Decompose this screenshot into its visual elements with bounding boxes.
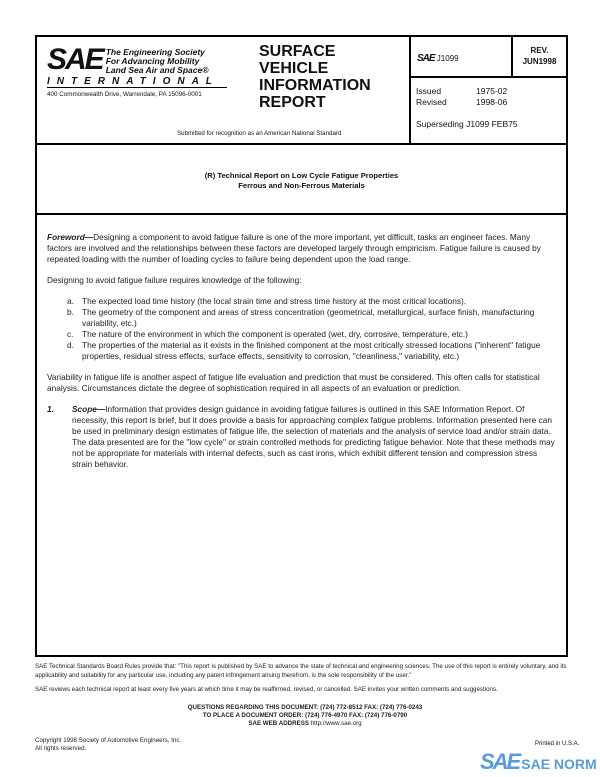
document-title — [37, 145, 566, 215]
superseding: Superseding J1099 FEB75 — [416, 119, 518, 129]
sae-mark: SAE — [417, 53, 435, 64]
subtitle-line: Ferrous and Non-Ferrous Materials — [238, 181, 365, 190]
footer — [35, 663, 575, 754]
doc-number: J1099 — [436, 54, 459, 63]
scope-section — [47, 404, 557, 470]
foreword-label: Foreword— — [47, 232, 94, 242]
report-type-line: SURFACE — [259, 43, 336, 60]
list-item — [67, 307, 557, 329]
list-item — [67, 340, 557, 362]
list-key: b. — [67, 307, 74, 317]
issued-label: Issued — [416, 86, 442, 96]
web-label: SAE WEB ADDRESS — [248, 719, 309, 727]
issued-date: 1975-02 — [476, 86, 508, 96]
sae-logo-mark: SAE — [47, 43, 103, 76]
list-text: The expected load time history (the local strain time and stress time history at the most critical locations). — [82, 296, 467, 306]
society-line: The Engineering Society — [105, 47, 205, 57]
rights: All rights reserved. — [35, 745, 87, 752]
revision-cell — [511, 37, 566, 78]
society-line: For Advancing Mobility — [105, 56, 200, 66]
sae-norm-watermark — [480, 750, 597, 777]
list-key: d. — [67, 340, 74, 350]
title-line: (R) Technical Report on Low Cycle Fatigue Properties — [204, 171, 399, 180]
doc-number-cell — [409, 37, 511, 78]
revised-date: 1998-06 — [476, 97, 508, 107]
watermark-text: SAE NORM — [521, 756, 597, 772]
report-type-line: REPORT — [259, 94, 326, 111]
rules-text: SAE Technical Standards Board Rules provide that: "This report is published by SAE to advance the state of technical and engineering sciences. The use of this report is entirely voluntary, and its applicability and suitability for any particular use, including any patent infringement arising therefrom, is the sole responsibility of the user." — [35, 663, 567, 679]
review-text: SAE reviews each technical report at least every five years at which time it may be reaffirmed, revised, or cancelled. SAE invites your written comments and suggestions. — [35, 686, 498, 693]
list-key: a. — [67, 296, 74, 306]
questions-line: QUESTIONS REGARDING THIS DOCUMENT: (724) 772-8512 FAX: (724) 776-0243 — [187, 703, 423, 711]
variability-text: Variability in fatigue life is another aspect of fatigue life evaluation and prediction that must be considered. This often calls for statistical analysis. Circumstances dictate the degree of sophistication required in all aspects of an evaluation or prediction. — [47, 372, 540, 393]
web-link[interactable]: http://www.sae.org — [310, 719, 362, 727]
printed-in: Printed in U.S.A. — [535, 741, 580, 747]
address: 400 Commonwealth Drive, Warrendale, PA 15096-0001 — [47, 91, 202, 98]
document-frame — [35, 35, 568, 657]
foreword — [47, 232, 557, 265]
watermark-logo: SAE — [480, 749, 520, 774]
scope-text: Information that provides design guidance in avoiding fatigue failures is outlined in this SAE Information Report. Of necessity, this report is brief, but it does provide a basis for approaching complex fatigue problems. Information presented here can be used in preliminary design estimates of fatigue life, the selection of materials and the analysis of service load and/or strain data. The data presented are for the "low cycle" or strain controlled methods for predicting fatigue behavior. Note that these methods may not be appropriate for materials with internal defects, such as cast irons, which exhibit different tension and compression stress strain behavior. — [72, 404, 555, 469]
intro-text: Designing to avoid fatigue failure requires knowledge of the following: — [47, 275, 302, 285]
list-item — [67, 329, 557, 340]
submitted-note: Submitted for recognition as an American National Standard — [177, 130, 342, 137]
dates-cell — [409, 78, 566, 145]
report-type-line: INFORMATION — [259, 77, 371, 94]
order-line: TO PLACE A DOCUMENT ORDER: (724) 776-4970 FAX: (724) 776-0790 — [202, 711, 408, 719]
list-key: c. — [67, 329, 74, 339]
international-label: INTERNATIONAL — [47, 76, 227, 88]
header — [37, 37, 566, 145]
section-number: 1. — [47, 404, 54, 414]
rev-label: REV. — [530, 46, 549, 55]
report-type-line: VEHICLE — [259, 60, 329, 77]
revised-label: Revised — [416, 97, 447, 107]
document-body — [47, 232, 557, 470]
contact-info — [35, 704, 575, 728]
foreword-text: Designing a component to avoid fatigue failure is one of the more important, yet difficult, tasks an engineer faces. Many factors are involved and the relationships between these factors are developed largely through empiricism. Fatigue failure is caused by repeated loading with the number of loading cycles to failure being dependent upon the load range. — [47, 232, 541, 264]
sae-logo — [47, 43, 227, 98]
society-line: Land Sea Air and Space® — [105, 65, 209, 75]
copyright: Copyright 1998 Society of Automotive Engineers, Inc. — [35, 736, 182, 744]
rev-date: JUN1998 — [522, 57, 557, 66]
requirements-list — [67, 296, 557, 362]
list-item — [67, 296, 557, 307]
scope-label: Scope— — [72, 404, 106, 414]
report-type — [259, 43, 371, 111]
list-text: The geometry of the component and areas of stress concentration (geometrical, metallurgical, surface finish, manufacturing variability, etc.) — [82, 307, 535, 328]
list-text: The nature of the environment in which the component is operated (wet, dry, corrosive, temperature, etc.) — [82, 329, 468, 339]
list-text: The properties of the material as it exists in the finished component at the most critically stressed locations ("inherent" fatigue properties, residual stress effects, surface effects, sensitivity to corrosion, "cleanliness," variability, etc.) — [82, 340, 541, 361]
